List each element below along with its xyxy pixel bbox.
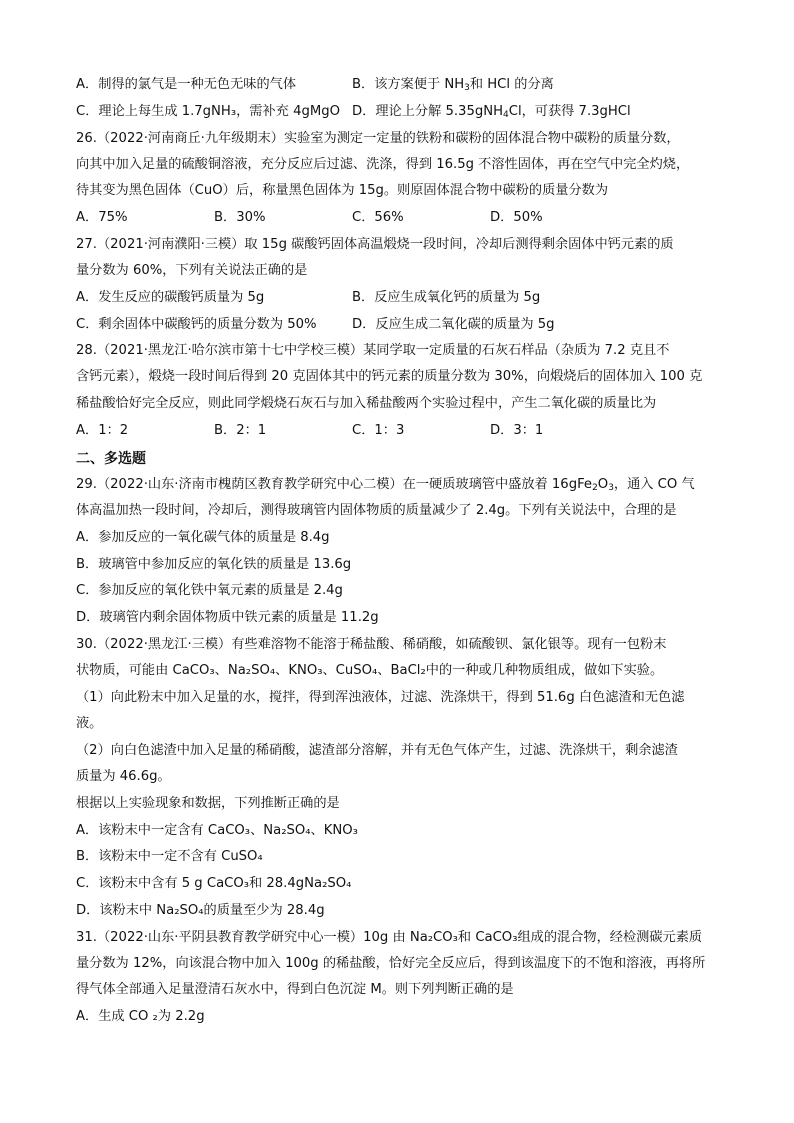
q27-stem-line-1: 27.（2021·河南濮阳·三模）取 15g 碳酸钙固体高温煅烧一段时间，冷却后测得剩余固体中钙元素的质	[76, 237, 674, 252]
q30-option-a: A．该粉末中一定含有 CaCO₃、Na₂SO₄、KNO₃	[76, 823, 358, 838]
q25-option-a: A．制得的氯气是一种无色无味的气体	[76, 77, 297, 92]
q31-stem-line-1: 31.（2022·山东·平阴县教育教学研究中心一模）10g 由 Na₂CO₃和 CaCO₃组成的混合物，经检测碳元素质	[76, 930, 703, 945]
q26-stem-line-3: 待其变为黑色固体（CuO）后，称量黑色固体为 15g。则原固体混合物中碳粉的质量分数为	[76, 183, 609, 198]
q29-stem-line-1: 29.（2022·山东·济南市槐荫区教育教学研究中心二模）在一硬质玻璃管中盛放着 $16gFe_2O_3$，通入 CO 气	[76, 477, 695, 493]
q29-option-a: A．参加反应的一氧化碳气体的质量是 8.4g	[76, 530, 330, 545]
q26-option-a: A．75%	[76, 210, 128, 225]
q26-option-c: C．56%	[352, 210, 404, 225]
q28-option-c: C．1：3	[352, 423, 405, 438]
q30-option-c: C．该粉末中含有 5 g CaCO₃和 28.4gNa₂SO₄	[76, 876, 352, 891]
q28-stem-line-1: 28.（2021·黑龙江·哈尔滨市第十七中学校三模）某同学取一定质量的石灰石样品（杂质为 7.2 克且不	[76, 343, 670, 358]
q26-option-d: D．50%	[490, 210, 543, 225]
q26-stem-line-1: 26.（2022·河南商丘·九年级期末）实验室为测定一定量的铁粉和碳粉的固体混合物中碳粉的质量分数，	[76, 131, 680, 146]
q30-step1-line-2: 液。	[76, 716, 103, 731]
q27-option-a: A．发生反应的碳酸钙质量为 5g	[76, 290, 265, 305]
q28-option-d: D．3：1	[490, 423, 544, 438]
q28-option-a: A．1：2	[76, 423, 129, 438]
q25-option-d: D．理论上分解 5.35gNH$_4$Cl，可获得 7.3gHCl	[352, 104, 631, 120]
q28-option-b: B．2：1	[214, 423, 267, 438]
q27-stem-line-2: 量分数为 60%，下列有关说法正确的是	[76, 263, 308, 278]
q30-prompt: 根据以上实验现象和数据，下列推断正确的是	[76, 796, 340, 811]
section-heading-multiple-choice: 二、多选题	[76, 451, 146, 467]
q28-stem-line-3: 稀盐酸恰好完全反应，则此同学煅烧石灰石与加入稀盐酸两个实验过程中，产生二氧化碳的质量比为	[76, 396, 657, 411]
q27-option-c: C．剩余固体中碳酸钙的质量分数为 50%	[76, 317, 317, 332]
q31-option-a: A．生成 CO ₂为 2.2g	[76, 1009, 205, 1024]
q30-step1-line-1: （1）向此粉末中加入足量的水，搅拌，得到浑浊液体，过滤、洗涤烘干，得到 51.6g 白色滤渣和无色滤	[76, 690, 685, 705]
q29-option-b: B．玻璃管中参加反应的氧化铁的质量是 13.6g	[76, 557, 352, 572]
q25-option-c: C．理论上每生成 1.7gNH₃，需补充 4gMgO	[76, 104, 340, 119]
q30-stem-line-1: 30.（2022·黑龙江·三模）有些难溶物不能溶于稀盐酸、稀硝酸，如硫酸钡、氯化银等。现有一包粉末	[76, 637, 667, 652]
q26-option-b: B．30%	[214, 210, 266, 225]
q29-option-c: C．参加反应的氧化铁中氧元素的质量是 2.4g	[76, 583, 343, 598]
q27-option-b: B．反应生成氧化钙的质量为 5g	[352, 290, 541, 305]
q30-option-b: B．该粉末中一定不含有 CuSO₄	[76, 849, 263, 864]
q29-option-d: D．玻璃管内剩余固体物质中铁元素的质量是 11.2g	[76, 610, 379, 625]
q30-stem-line-2: 状物质，可能由 CaCO₃、Na₂SO₄、KNO₃、CuSO₄、BaCl₂中的一种或几种物质组成，做如下实验。	[76, 663, 664, 678]
q30-step2-line-1: （2）向白色滤渣中加入足量的稀硝酸，滤渣部分溶解，并有无色气体产生，过滤、洗涤烘干，剩余滤渣	[76, 743, 678, 758]
q30-step2-line-2: 质量为 46.6g。	[76, 769, 171, 784]
q31-stem-line-3: 得气体全部通入足量澄清石灰水中，得到白色沉淀 M。则下列判断正确的是	[76, 982, 514, 997]
q27-option-d: D．反应生成二氧化碳的质量为 5g	[352, 317, 555, 332]
q26-stem-line-2: 向其中加入足量的硫酸铜溶液，充分反应后过滤、洗涤，得到 16.5g 不溶性固体，再在空气中完全灼烧，	[76, 157, 690, 172]
q25-option-b: B．该方案便于 $NH_3$和 HCl 的分离	[352, 77, 554, 93]
q28-stem-line-2: 含钙元素），煅烧一段时间后得到 20 克固体其中的钙元素的质量分数为 30%，向煅烧后的固体加入 100 克	[76, 369, 703, 384]
q30-option-d: D．该粉末中 Na₂SO₄的质量至少为 28.4g	[76, 903, 325, 918]
q31-stem-line-2: 量分数为 12%，向该混合物中加入 100g 的稀盐酸，恰好完全反应后，得到该温度下的不饱和溶液，再将所	[76, 956, 706, 971]
q29-stem-line-2: 体高温加热一段时间，冷却后，测得玻璃管内固体物质的质量减少了 2.4g。下列有关说法中，合理的是	[76, 503, 677, 518]
